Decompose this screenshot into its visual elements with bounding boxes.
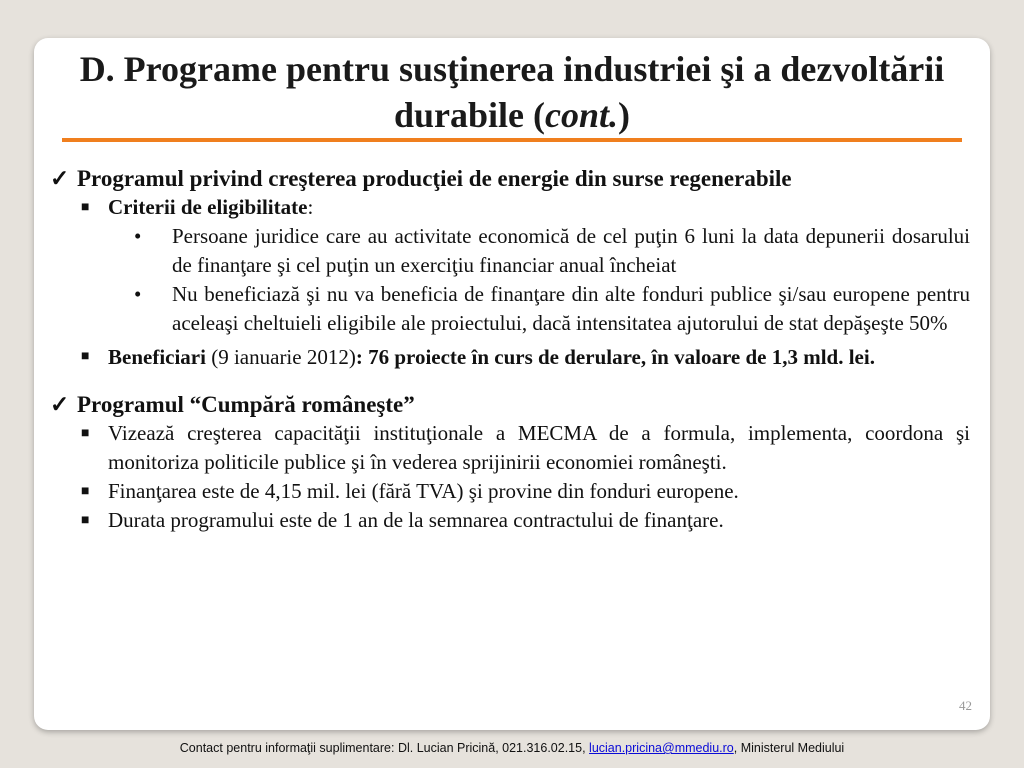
beneficiaries-date: (9 ianuarie 2012): [205, 345, 356, 369]
section2-item-text: Finanţarea este de 4,15 mil. lei (fără TVA) şi provine din fonduri europene.: [108, 479, 739, 503]
footer: [0, 741, 1024, 755]
footer-prefix: Contact pentru informaţii suplimentare: Dl. Lucian Pricină, 021.316.02.15,: [179, 741, 590, 755]
checkmark-icon: ✓: [50, 166, 70, 191]
title-main: D. Programe pentru susţinerea industriei şi a dezvoltării durabile (: [79, 49, 945, 135]
section1-heading-text: Programul privind creşterea producţiei de energie din surse regenerabile: [77, 166, 792, 191]
criteria-label: Criterii de eligibilitate: [108, 195, 308, 219]
criteria-point-text: Persoane juridice care au activitate economică de cel puţin 6 luni la data depunerii dosarului de finanţare şi cel puţin un exerciţiu financiar anual încheiat: [172, 224, 970, 277]
checkmark-icon: ✓: [50, 392, 70, 417]
page-number: 42: [959, 698, 972, 713]
footer-suffix: , Ministerul Mediului: [733, 741, 845, 755]
section2-item-text: Durata programului este de 1 an de la semnarea contractului de finanţare.: [108, 508, 724, 532]
section2-item: [50, 419, 970, 477]
slide: [34, 38, 990, 730]
title-underline: [62, 138, 962, 142]
beneficiaries-item: [50, 338, 970, 376]
square-bullet-icon: ■: [81, 484, 90, 499]
section2-item: [50, 477, 970, 506]
section2-item-text: Vizează creşterea capacităţii instituţionale a MECMA de a formula, implementa, coordona şi monitoriza politicile publice şi în vederea sprijinirii economiei româneşti.: [108, 421, 970, 474]
criteria-point: [50, 222, 970, 280]
footer-email-link[interactable]: lucian.pricina@mmediu.ro: [589, 741, 734, 755]
square-bullet-icon: ■: [81, 200, 90, 215]
slide-content: [50, 164, 970, 535]
square-bullet-icon: ■: [81, 349, 90, 364]
slide-title: [34, 46, 990, 138]
beneficiaries-label: Beneficiari: [108, 345, 206, 369]
square-bullet-icon: ■: [81, 513, 90, 528]
criteria-point-text: Nu beneficiază şi nu va beneficia de finanţare din alte fonduri publice şi/sau europene pentru aceleaşi cheltuieli eligibile ale proiectului, dacă intensitatea ajutorului de stat depăşeşte 50%: [172, 282, 970, 335]
dot-bullet-icon: •: [134, 282, 142, 306]
title-close: ): [618, 95, 631, 135]
section2-heading: [50, 390, 970, 419]
title-italic: cont.: [545, 95, 619, 135]
criteria-point: [50, 280, 970, 338]
section2-heading-text: Programul “Cumpără româneşte”: [77, 392, 415, 417]
square-bullet-icon: ■: [81, 426, 90, 441]
criteria-item: [50, 193, 970, 222]
section2-item: [50, 506, 970, 535]
beneficiaries-text: : 76 proiecte în curs de derulare, în valoare de 1,3 mld. lei.: [355, 345, 875, 369]
dot-bullet-icon: •: [134, 224, 142, 248]
section1-heading: [50, 164, 970, 193]
criteria-colon: :: [307, 195, 314, 219]
